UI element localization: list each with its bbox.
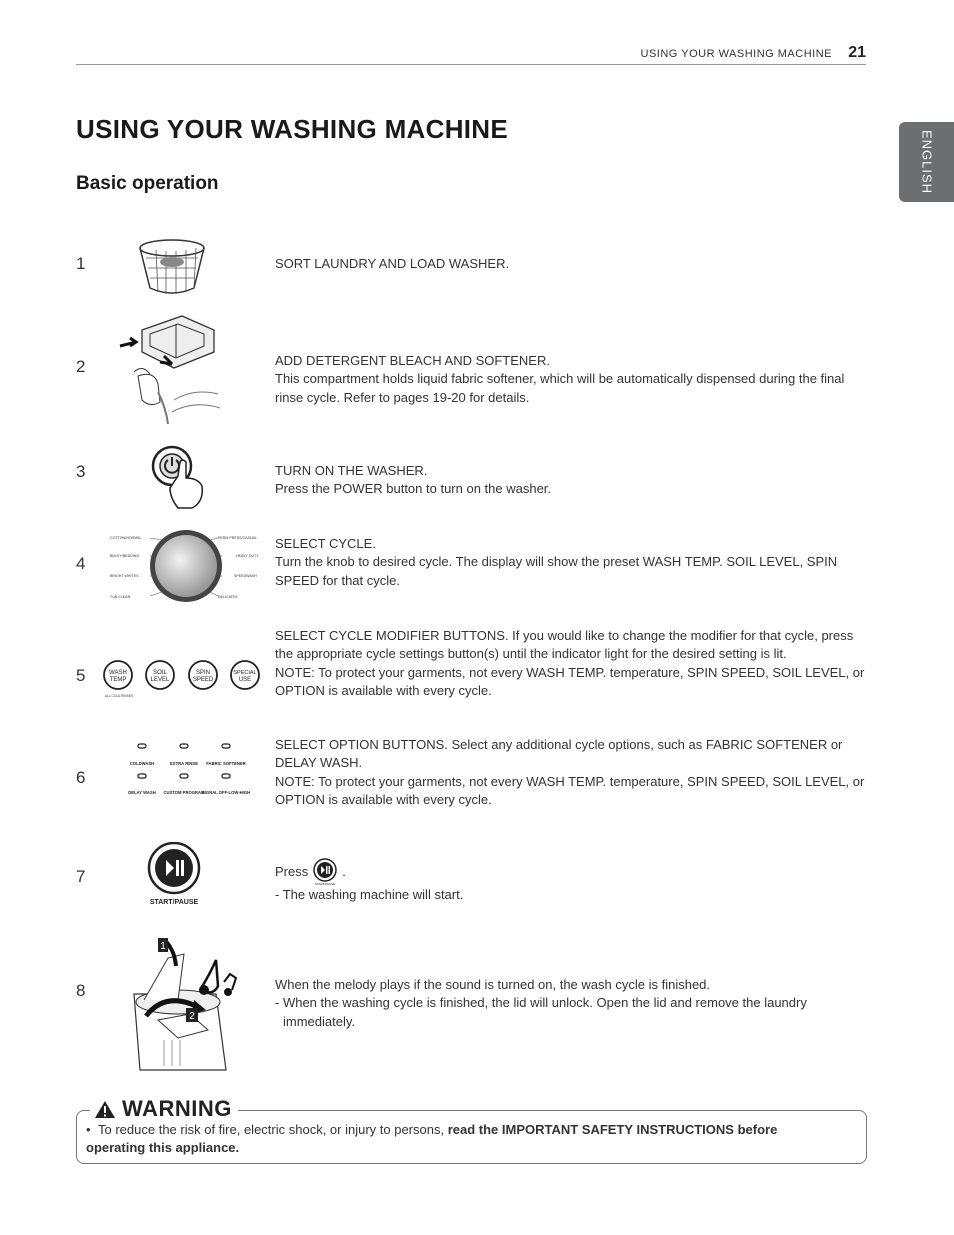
modifier-button-label: SPECIAL	[233, 670, 257, 676]
step-number: 1	[76, 254, 86, 273]
warning-title: WARNING	[122, 1096, 232, 1121]
press-instruction	[275, 858, 865, 886]
step-heading: When the melody plays if the sound is turned on, the wash cycle is finished.	[275, 977, 711, 992]
step-heading: SELECT OPTION BUTTONS. Select any additional cycle options, such as FABRIC SOFTENER or DELAY WASH.	[275, 737, 843, 771]
step-text	[275, 858, 865, 904]
modifier-button-label: SPIN	[195, 670, 211, 676]
section-title: Basic operation	[76, 173, 219, 194]
inline-icon-label: START/PAUSE	[315, 882, 336, 886]
modifier-sub-label: ALL COLD RINSES	[105, 694, 134, 698]
step-description: Turn the knob to desired cycle. The display will show the preset WASH TEMP. SOIL LEVEL, SPIN SPEED for that cycle.	[275, 554, 838, 588]
modifier-button-label: WASH	[109, 670, 127, 676]
warning-text	[86, 1121, 826, 1157]
start-pause-inline-icon	[312, 858, 338, 886]
step-number: 2	[76, 357, 86, 376]
warning-text-bold: read the IMPORTANT SAFETY INSTRUCTIONS before operating this appliance.	[86, 1122, 778, 1155]
option-button-label: CUSTOM PROGRAM	[163, 790, 205, 795]
step-description: Press the POWER button to turn on the washer.	[275, 481, 552, 497]
step-note: NOTE: To protect your garments, not every WASH TEMP. temperature, SPIN SPEED, SOIL LEVEL, or OPTION is available with every cycle.	[275, 664, 865, 698]
step-text	[275, 352, 865, 407]
step-text	[275, 736, 865, 809]
dial-label: BRIGHT WHITES	[110, 574, 139, 578]
warning-heading	[90, 1096, 238, 1122]
press-label: Press	[275, 863, 309, 879]
step-text	[275, 462, 865, 499]
step-number: 3	[76, 462, 86, 481]
detergent-dispenser-illustration	[114, 312, 226, 430]
step-number: 5	[76, 666, 86, 685]
option-button-label: SIGNAL OFF-LOW-HIGH	[201, 790, 250, 795]
step-description: - When the washing cycle is finished, the lid will unlock. Open the lid and remove the laundry immediately.	[275, 995, 807, 1029]
page-number: 21	[848, 44, 866, 61]
dial-label: PERM PRESS/CASUAL	[218, 536, 257, 540]
step-heading: SELECT CYCLE.	[275, 536, 376, 551]
start-pause-button-illustration	[146, 842, 206, 908]
step-number: 4	[76, 554, 86, 573]
modifier-button-label: LEVEL	[150, 677, 170, 683]
warning-triangle-icon	[94, 1100, 116, 1119]
cycle-knob-illustration	[106, 530, 266, 606]
press-period: .	[342, 863, 346, 879]
open-lid-illustration	[118, 930, 248, 1072]
dial-label: SPEEDWASH	[234, 574, 257, 578]
page-title: USING YOUR WASHING MACHINE	[76, 114, 509, 144]
dial-label: BULKY/BEDDING	[110, 554, 140, 558]
option-button-label: COLDWASH	[129, 761, 155, 766]
running-header-title: USING YOUR WASHING MACHINE	[640, 48, 832, 60]
step-number: 8	[76, 981, 86, 1000]
running-header	[76, 44, 866, 65]
step-description: - The washing machine will start.	[275, 887, 464, 902]
modifier-buttons-illustration	[102, 658, 264, 700]
step-heading: ADD DETERGENT BLEACH AND SOFTENER.	[275, 353, 550, 368]
dial-label: COTTON/NORMAL	[110, 536, 142, 540]
option-button-label: FABRIC SOFTENER	[206, 761, 246, 766]
warning-text-normal: To reduce the risk of fire, electric shock, or injury to persons,	[98, 1122, 448, 1137]
step-heading: SORT LAUNDRY AND LOAD WASHER.	[275, 256, 510, 271]
option-buttons-illustration	[124, 740, 250, 802]
step-note: NOTE: To protect your garments, not every WASH TEMP. temperature, SPIN SPEED, SOIL LEVEL, or OPTION is available with every cycle.	[275, 773, 865, 807]
step-heading: TURN ON THE WASHER.	[275, 463, 428, 478]
svg-text:1: 1	[160, 941, 166, 952]
modifier-button-label: SPEED	[192, 677, 214, 683]
step-text	[275, 535, 865, 590]
language-tab-label: ENGLISH	[919, 129, 934, 195]
modifier-button-label: TEMP	[109, 677, 127, 683]
dial-label: DELICATES	[218, 595, 238, 599]
step-heading: SELECT CYCLE MODIFIER BUTTONS. If you would like to change the modifier for that cycle, press the appropriate cycle settings button(s) until the indicator light for the desired setting is lit.	[275, 628, 854, 662]
language-tab	[899, 122, 954, 202]
svg-text:2: 2	[189, 1011, 195, 1022]
laundry-basket-illustration	[136, 236, 208, 302]
modifier-button-label: SOIL	[153, 670, 167, 676]
option-button-label: EXTRA RINSE	[170, 761, 198, 766]
start-pause-label: START/PAUSE	[149, 899, 199, 906]
step-number: 7	[76, 867, 86, 886]
bullet-icon: •	[86, 1122, 91, 1137]
step-description: This compartment holds liquid fabric softener, which will be automatically dispensed during the final rinse cycle. Refer to pages 19-20 for details.	[275, 371, 845, 405]
dial-label: TUB CLEAN	[110, 595, 131, 599]
option-button-label: DELAY WASH	[128, 790, 156, 795]
power-button-illustration	[148, 444, 210, 512]
step-number: 6	[76, 768, 86, 787]
step-text	[275, 627, 865, 700]
dial-label: HEAVY DUTY	[236, 554, 259, 558]
modifier-button-label: USE	[238, 677, 252, 683]
step-text	[275, 255, 865, 273]
step-text	[275, 976, 865, 1031]
